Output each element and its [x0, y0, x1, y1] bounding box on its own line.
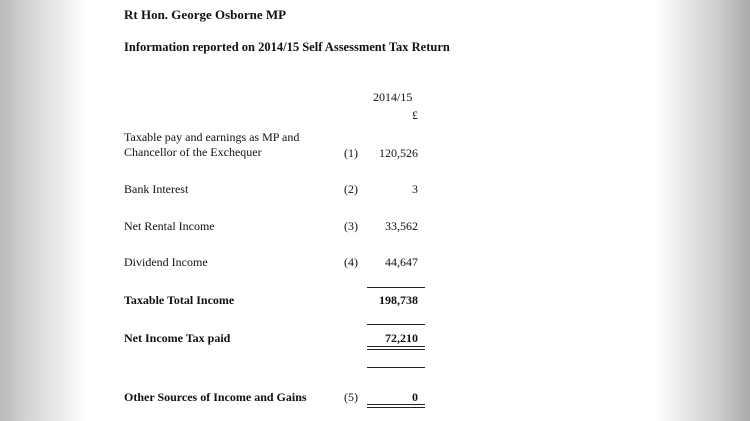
document-subtitle: Information reported on 2014/15 Self Assessment Tax Return [124, 40, 450, 54]
row-ref-pay: (1) [344, 146, 358, 160]
net-tax-amount: 72,210 [385, 331, 418, 345]
column-year-header: 2014/15 [373, 90, 413, 104]
row-amount-rental-income: 33,562 [385, 219, 418, 233]
other-sources-double-rule [367, 404, 425, 408]
row-ref-bank-interest: (2) [344, 182, 358, 196]
row-ref-dividend-income: (4) [344, 255, 358, 269]
row-label-pay-line2: Chancellor of the Exchequer [124, 145, 262, 159]
row-label-bank-interest: Bank Interest [124, 182, 189, 196]
row-amount-pay: 120,526 [379, 146, 418, 160]
document-title: Rt Hon. George Osborne MP [124, 7, 287, 22]
row-amount-dividend-income: 44,647 [385, 255, 418, 269]
row-amount-bank-interest: 3 [412, 182, 418, 196]
other-sources-top-rule [367, 367, 425, 368]
other-sources-amount: 0 [412, 390, 418, 404]
other-sources-label: Other Sources of Income and Gains [124, 390, 307, 404]
row-label-dividend-income: Dividend Income [124, 255, 208, 269]
taxable-total-label: Taxable Total Income [124, 293, 235, 307]
row-label-pay-line1: Taxable pay and earnings as MP and [124, 130, 300, 144]
subtotal-rule [367, 287, 425, 288]
tax-paid-double-rule [367, 346, 425, 350]
net-tax-label: Net Income Tax paid [124, 331, 231, 345]
column-currency-header: £ [412, 108, 418, 122]
tax-paid-top-rule [367, 324, 425, 325]
row-ref-rental-income: (3) [344, 219, 358, 233]
row-label-rental-income: Net Rental Income [124, 219, 215, 233]
taxable-total-amount: 198,738 [379, 293, 418, 307]
other-sources-ref: (5) [344, 390, 358, 404]
